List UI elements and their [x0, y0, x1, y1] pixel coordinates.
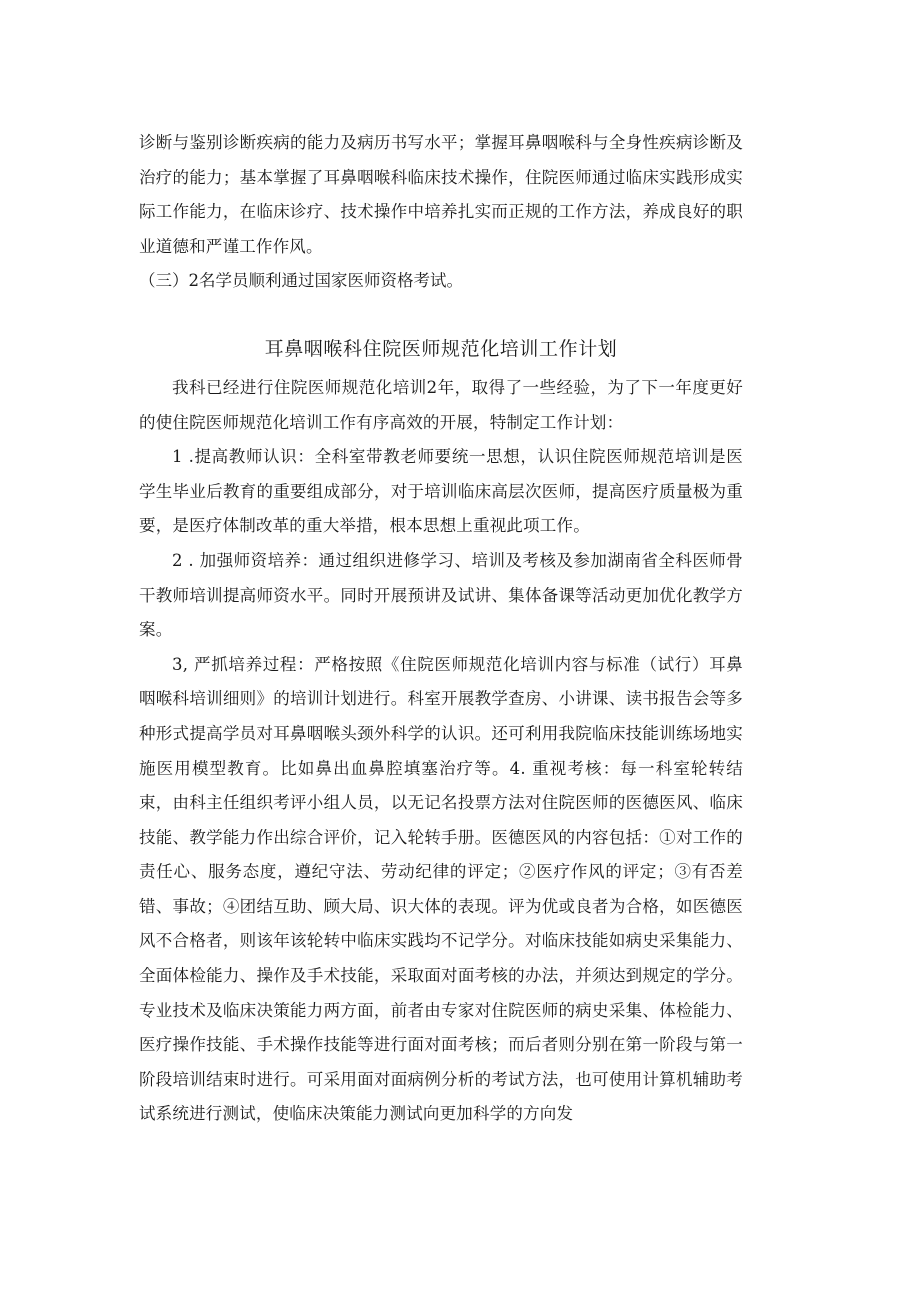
- document-page: [139, 126, 743, 1132]
- document-title: 耳鼻咽喉科住院医师规范化培训工作计划: [264, 337, 618, 360]
- plan-point-2: 2 . 加强师资培养：通过组织进修学习、培训及考核及参加湖南省全科医师骨干教师培训提高师资水平。同时开展预讲及试讲、集体备课等活动更加优化教学方案。: [139, 550, 743, 640]
- intro-paragraph: 诊断与鉴别诊断疾病的能力及病历书写水平；掌握耳鼻咽喉科与全身性疾病诊断及治疗的能力；基本掌握了耳鼻咽喉科临床技术操作，住院医师通过临床实践形成实际工作能力，在临床诊疗、技术操作中培养扎实而正规的工作方法，养成良好的职业道德和严谨工作作风。: [139, 133, 743, 256]
- plan-point-1: 1 .提高教师认识：全科室带教老师要统一思想，认识住院医师规范培训是医学生毕业后教育的重要组成部分，对于培训临床高层次医师，提高医疗质量极为重要，是医疗体制改革的重大举措，根本思想上重视此项工作。: [139, 447, 743, 536]
- opening-paragraph: 我科已经进行住院医师规范化培训2年，取得了一些经验，为了下一年度更好的使住院医师规范化培训工作有序高效的开展，特制定工作计划：: [139, 377, 743, 432]
- plan-point-3: 3, 严抓培养过程：严格按照《住院医师规范化培训内容与标准（试行）耳鼻咽喉科培训细则》的培训计划进行。科室开展教学查房、小讲课、读书报告会等多种形式提高学员对耳鼻咽喉头颈外科学的认识。还可利用我院临床技能训练场地实施医用模型教育。比如鼻出血鼻腔填塞治疗等。4. 重视考核：每一科室轮转结束，由科主任组织考评小组人员，以无记名投票方法对住院医师的医德医风、临床技能、教学能力作出综合评价，记入轮转手册。医德医风的内容包括：①对工作的责任心、服务态度，遵纪守法、劳动纪律的评定；②医疗作风的评定；③有否差错、事故；④团结互助、顾大局、识大体的表现。评为优或良者为合格，如医德医风不合格者，则该年该轮转中临床实践均不记学分。对临床技能如病史采集能力、全面体检能力、操作及手术技能，采取面对面考核的办法，并须达到规定的学分。专业技术及临床决策能力两方面，前者由专家对住院医师的病史采集、体检能力、医疗操作技能、手术操作技能等进行面对面考核；而后者则分别在第一阶段与第一阶段培训结束时进行。可采用面对面病例分析的考试方法，也可使用计算机辅助考试系统进行测试，使临床决策能力测试向更加科学的方向发: [139, 654, 743, 1124]
- item-three-line: （三）2名学员顺利通过国家医师资格考试。: [139, 271, 463, 291]
